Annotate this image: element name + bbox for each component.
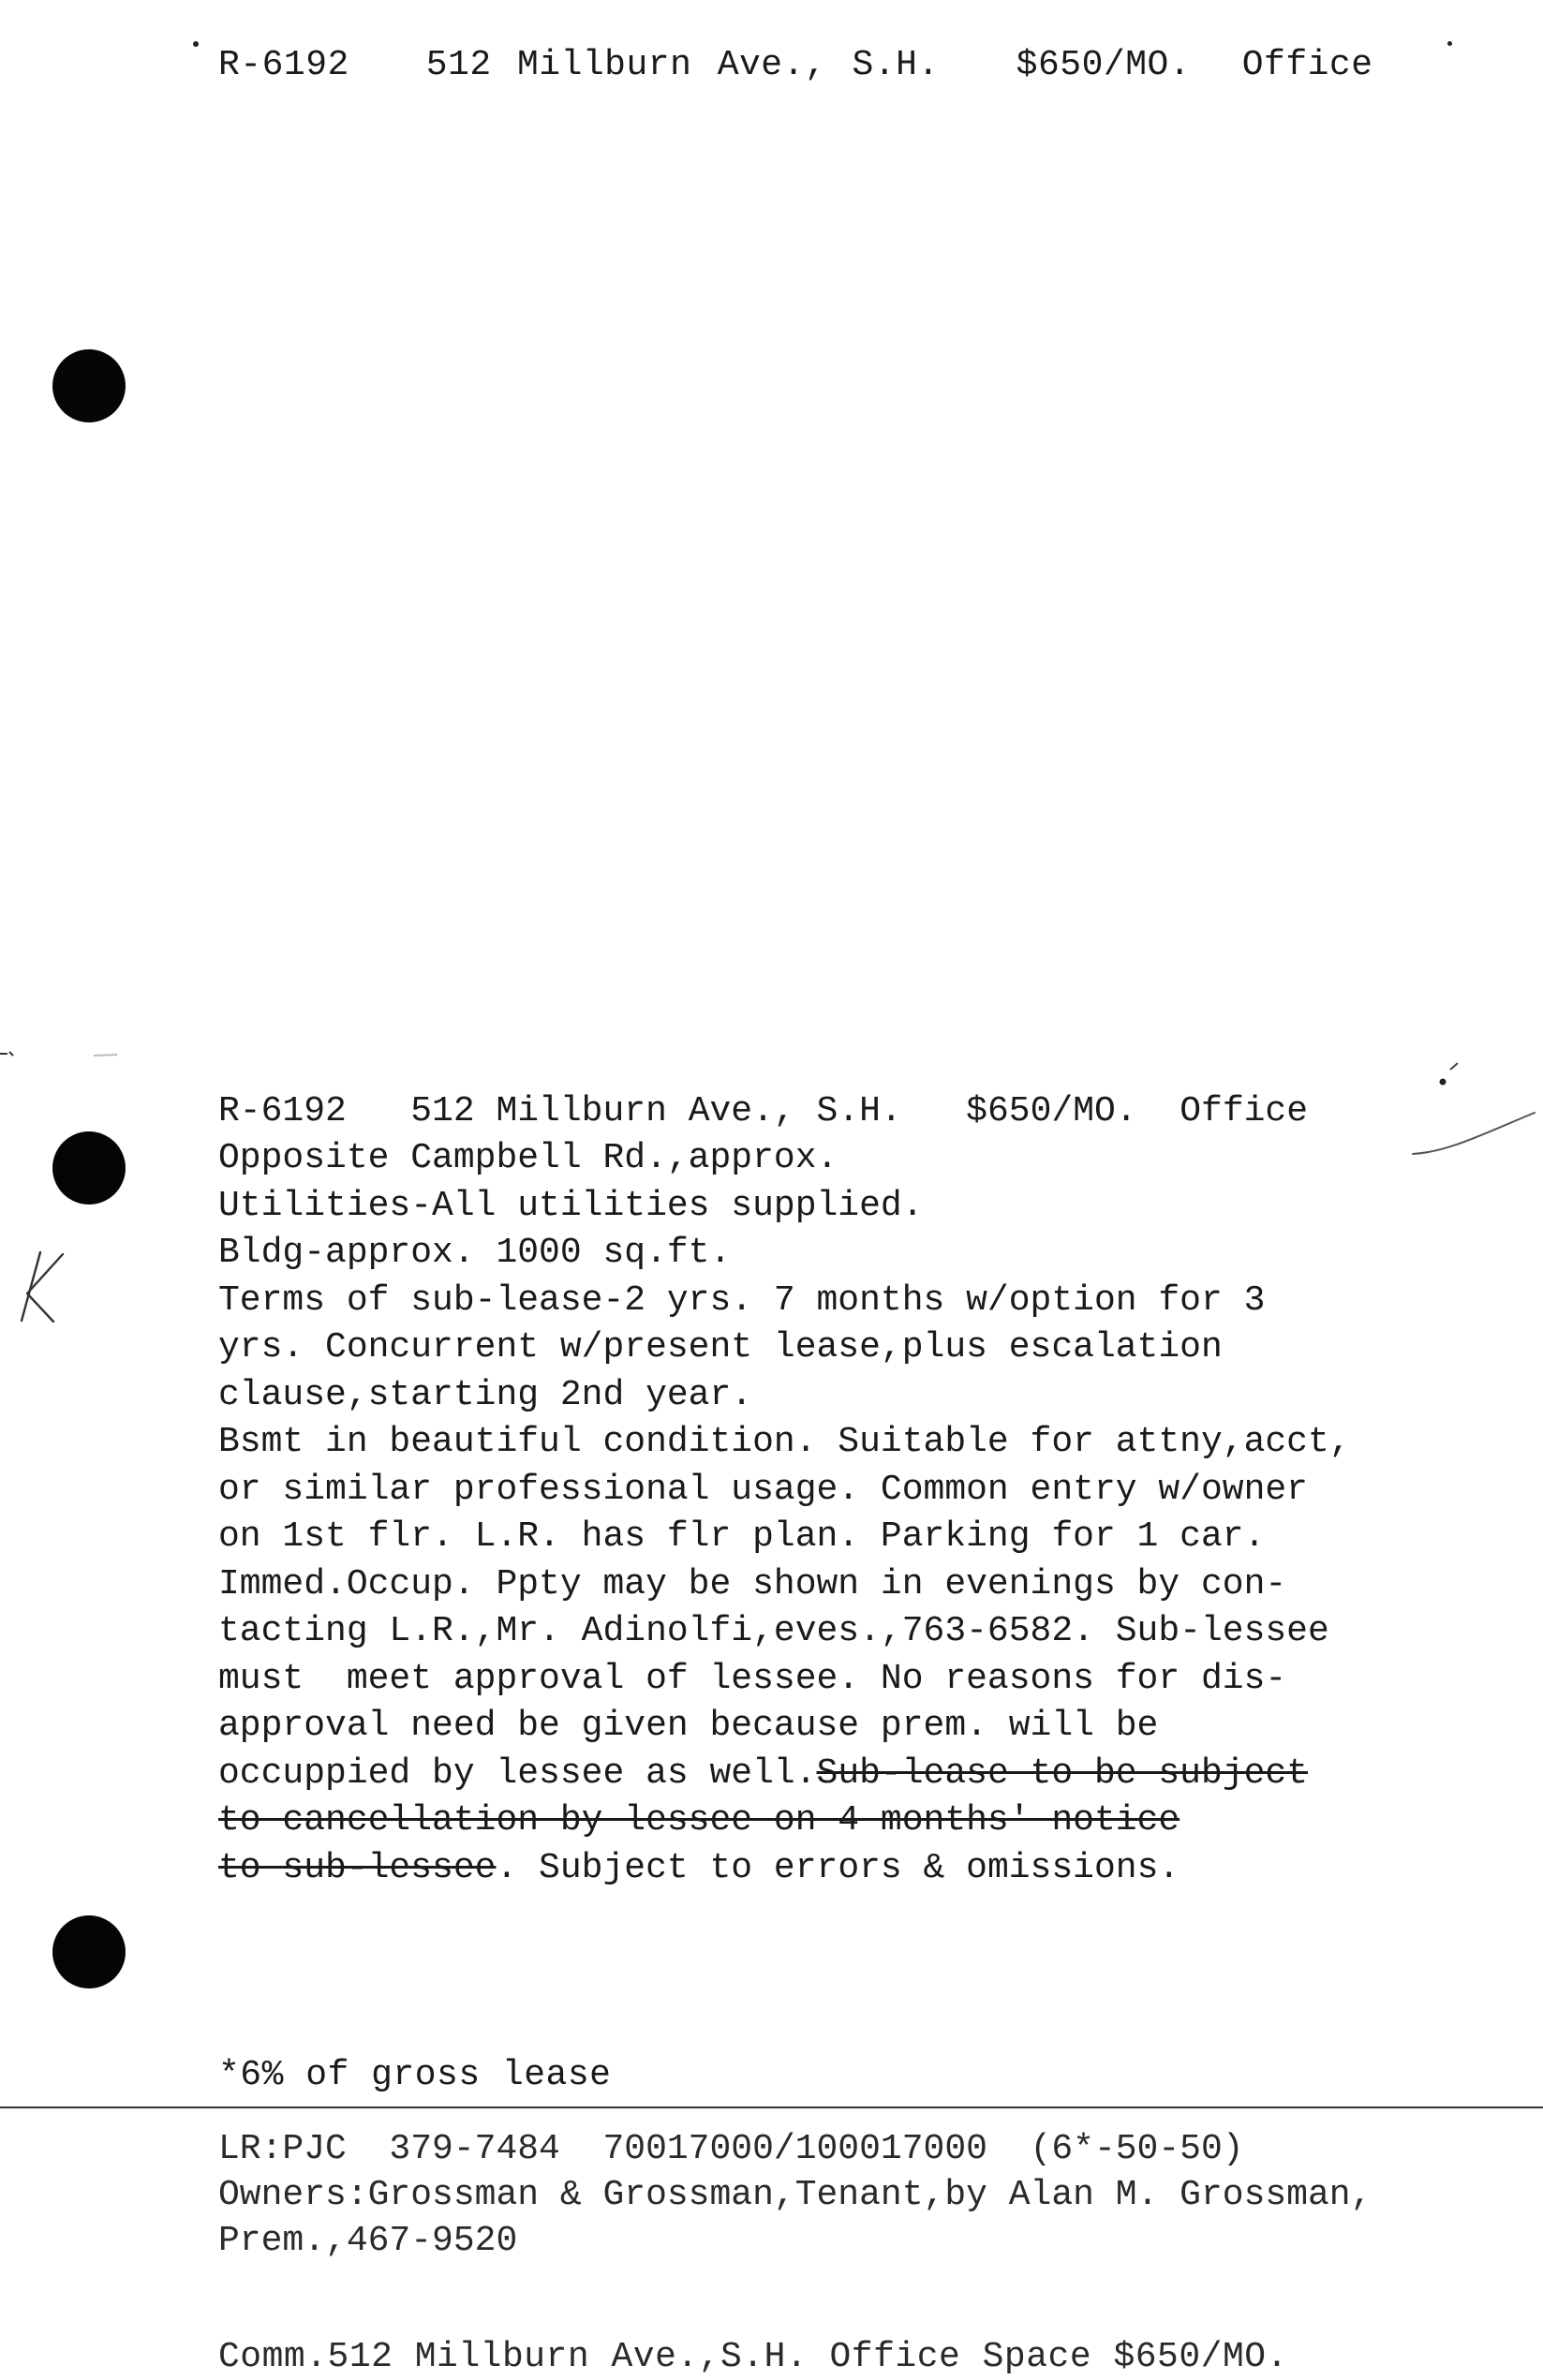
punch-hole-middle	[52, 1131, 126, 1205]
card-line: Bldg-approx. 1000 sq.ft.	[218, 1233, 732, 1273]
card-type: Office	[1180, 1091, 1309, 1131]
speck	[1447, 41, 1452, 46]
card-line-closing	[218, 1845, 1351, 1893]
card-line: on 1st flr. L.R. has flr plan. Parking for 1 car.	[218, 1516, 1266, 1557]
divider-rule	[0, 2107, 1543, 2108]
header-address: 512 Millburn Ave., S.H.	[425, 45, 940, 85]
header-line	[218, 45, 1373, 85]
card-line: or similar professional usage. Common entry w/owner	[218, 1469, 1308, 1510]
header-type: Office	[1241, 45, 1373, 85]
card-line-struck	[218, 1797, 1351, 1845]
occupied-text: occuppied by lessee as well.	[218, 1752, 817, 1794]
punch-hole-top	[52, 349, 126, 422]
listing-line: LR:PJC 379-7484 70017000/100017000 (6*-50-50)	[218, 2129, 1244, 2169]
handwritten-k-mark	[14, 1250, 70, 1325]
card-address: 512 Millburn Ave., S.H.	[410, 1091, 902, 1131]
card-line: Terms of sub-lease-2 yrs. 7 months w/option for 3	[218, 1279, 1266, 1321]
footnote: *6% of gross lease	[218, 2055, 612, 2095]
pen-stroke-mark	[1405, 1058, 1536, 1161]
card-line: Opposite Campbell Rd.,approx.	[218, 1138, 838, 1178]
struck-text: Sub-lease to be subject	[816, 1752, 1309, 1794]
struck-text: to sub-lessee	[218, 1847, 497, 1888]
card-line: Immed.Occup. Ppty may be shown in evenings by con-	[218, 1563, 1287, 1604]
listing-line: Prem.,467-9520	[218, 2221, 518, 2261]
card-line: Utilities-All utilities supplied.	[218, 1185, 924, 1226]
header-price: $650/MO.	[1016, 45, 1192, 85]
card-line: clause,starting 2nd year.	[218, 1374, 753, 1415]
card-price: $650/MO.	[966, 1091, 1137, 1131]
comm-line: Comm.512 Millburn Ave.,S.H. Office Space $650/MO.	[218, 2337, 1288, 2377]
card-edge-mark	[0, 1044, 187, 1063]
card-line-struck-start	[218, 1751, 1351, 1798]
card-line: Bsmt in beautiful condition. Suitable for attny,acct,	[218, 1422, 1351, 1462]
card-body	[218, 1135, 1351, 1892]
card-line: yrs. Concurrent w/present lease,plus escalation	[218, 1327, 1223, 1367]
struck-text: to cancellation by lessee on 4 months' notice	[218, 1800, 1180, 1840]
listing-info	[218, 2126, 1372, 2264]
card-ref: R-6192	[218, 1091, 347, 1131]
closing-text: . Subject to errors & omissions.	[496, 1847, 1180, 1888]
punch-hole-bottom	[52, 1915, 126, 1988]
header-ref: R-6192	[218, 45, 349, 85]
card-line: tacting L.R.,Mr. Adinolfi,eves.,763-6582. Sub-lessee	[218, 1611, 1329, 1651]
card-heading	[218, 1091, 1308, 1131]
listing-line: Owners:Grossman & Grossman,Tenant,by Alan M. Grossman,	[218, 2175, 1372, 2215]
card-line: approval need be given because prem. will be	[218, 1706, 1159, 1746]
card-line: must meet approval of lessee. No reasons for dis-	[218, 1658, 1287, 1699]
speck	[193, 41, 199, 47]
